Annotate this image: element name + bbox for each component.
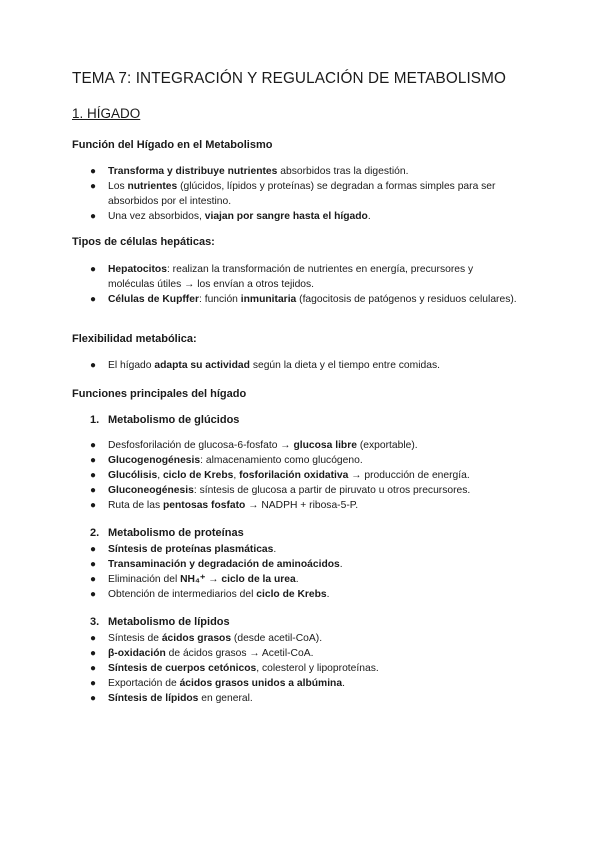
bullet-icon: ● xyxy=(90,633,97,644)
list-item xyxy=(90,542,520,557)
list-item xyxy=(90,587,520,602)
list-item-text: Síntesis de lípidos en general. xyxy=(108,693,253,704)
list-item xyxy=(90,358,520,373)
list-item-text: Síntesis de proteínas plasmáticas. xyxy=(108,544,277,555)
list-item xyxy=(90,498,520,513)
bullet-icon: ● xyxy=(90,559,97,570)
list-item-text: Desfosforilación de glucosa-6-fosfato → glucosa libre (exportable). xyxy=(108,440,418,451)
bullet-icon: ● xyxy=(90,574,97,585)
bullet-icon: ● xyxy=(90,589,97,600)
document-title: TEMA 7: INTEGRACIÓN Y REGULACIÓN DE METABOLISMO xyxy=(72,70,506,87)
list-item xyxy=(90,164,520,179)
list-item-text: Gluconeogénesis: síntesis de glucosa a partir de piruvato u otros precursores. xyxy=(108,485,471,496)
list-item-text: Síntesis de ácidos grasos (desde acetil-CoA). xyxy=(108,633,323,644)
list-item xyxy=(90,179,520,209)
bullet-icon: ● xyxy=(90,544,97,555)
list-item-text: Glucogenogénesis: almacenamiento como glucógeno. xyxy=(108,455,363,466)
bullet-icon: ● xyxy=(90,181,97,192)
bullet-icon: ● xyxy=(90,455,97,466)
list-item xyxy=(90,572,520,587)
numbered-heading-proteinas: 2. Metabolismo de proteínas xyxy=(90,527,244,539)
heading-funcion: Función del Hígado en el Metabolismo xyxy=(72,139,273,151)
list-item-text: Exportación de ácidos grasos unidos a albúmina. xyxy=(108,678,345,689)
heading-flexibilidad: Flexibilidad metabólica: xyxy=(72,333,197,345)
bullet-icon: ● xyxy=(90,663,97,674)
bullet-icon: ● xyxy=(90,500,97,511)
list-item xyxy=(90,262,520,292)
bullet-icon: ● xyxy=(90,211,97,222)
bullet-icon: ● xyxy=(90,485,97,496)
list-item-text: Células de Kupffer: función inmunitaria (fagocitosis de patógenos y residuos celulares). xyxy=(108,294,517,305)
heading-tipos: Tipos de células hepáticas: xyxy=(72,236,215,248)
bullet-icon: ● xyxy=(90,470,97,481)
list-item-text: Eliminación del NH₄⁺ → ciclo de la urea. xyxy=(108,574,299,585)
bullet-icon: ● xyxy=(90,648,97,659)
list-item-text: Los nutrientes (glúcidos, lípidos y proteínas) se degradan a formas simples para ser absorbidos por el intestino. xyxy=(108,181,496,207)
numbered-heading-glucidos: 1. Metabolismo de glúcidos xyxy=(90,414,240,426)
list-item xyxy=(90,676,520,691)
list-item xyxy=(90,453,520,468)
section-heading-higado: 1. HÍGADO xyxy=(72,106,141,121)
list-item-text: El hígado adapta su actividad según la dieta y el tiempo entre comidas. xyxy=(108,360,440,371)
bullet-icon: ● xyxy=(90,166,97,177)
list-item-text: β-oxidación de ácidos grasos → Acetil-CoA. xyxy=(108,648,314,659)
bullet-icon: ● xyxy=(90,693,97,704)
list-item xyxy=(90,209,520,224)
list-item-text: Glucólisis, ciclo de Krebs, fosforilación oxidativa → producción de energía. xyxy=(108,470,470,481)
list-item-text: Transaminación y degradación de aminoácidos. xyxy=(108,559,343,570)
list-item xyxy=(90,438,520,453)
list-item xyxy=(90,557,520,572)
list-item-text: Obtención de intermediarios del ciclo de Krebs. xyxy=(108,589,330,600)
bullet-icon: ● xyxy=(90,294,97,305)
bullet-icon: ● xyxy=(90,264,97,275)
list-item-text: Ruta de las pentosas fosfato → NADPH + ribosa-5-P. xyxy=(108,500,359,511)
list-item xyxy=(90,646,520,661)
list-item xyxy=(90,292,520,307)
heading-funciones: Funciones principales del hígado xyxy=(72,388,247,400)
bullet-icon: ● xyxy=(90,360,97,371)
list-item xyxy=(90,661,520,676)
list-item xyxy=(90,483,520,498)
list-item-text: Una vez absorbidos, viajan por sangre hasta el hígado. xyxy=(108,211,371,222)
list-item xyxy=(90,691,520,706)
bullet-icon: ● xyxy=(90,440,97,451)
numbered-heading-lipidos: 3. Metabolismo de lípidos xyxy=(90,616,230,628)
bullet-icon: ● xyxy=(90,678,97,689)
list-item-text: Transforma y distribuye nutrientes absorbidos tras la digestión. xyxy=(108,166,409,177)
list-item-text: Hepatocitos: realizan la transformación de nutrientes en energía, precursores y moléculas útiles → los envían a otros tejidos. xyxy=(108,264,474,290)
list-item xyxy=(90,631,520,646)
list-item-text: Síntesis de cuerpos cetónicos, colesterol y lipoproteínas. xyxy=(108,663,379,674)
list-item xyxy=(90,468,520,483)
